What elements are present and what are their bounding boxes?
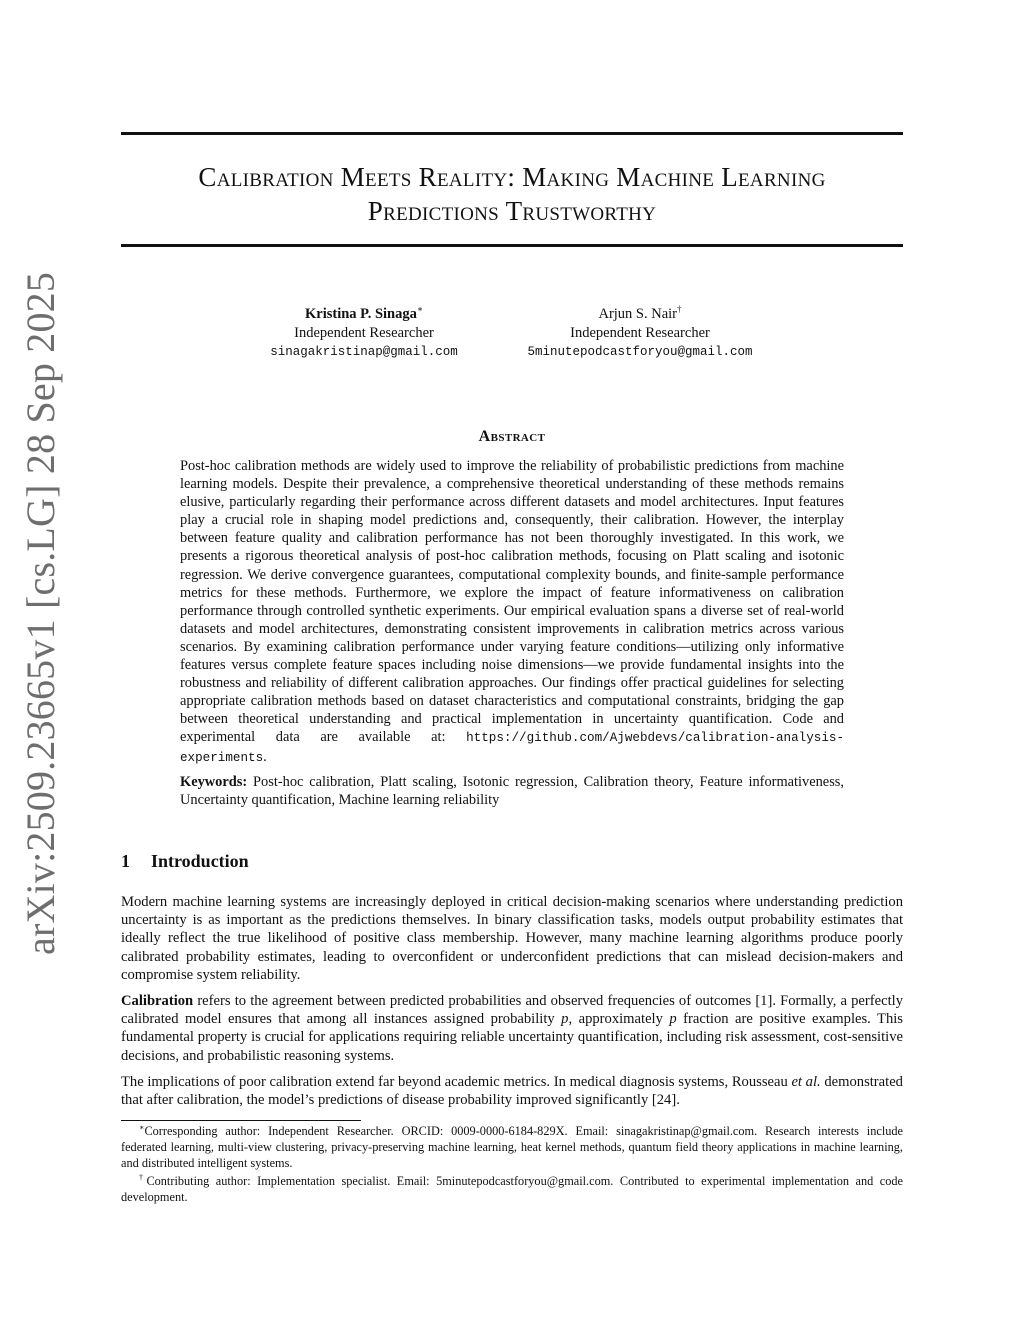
arxiv-identifier: arXiv:2509.23665v1 [cs.LG] 28 Sep 2025: [18, 271, 63, 955]
author-affiliation: Independent Researcher: [294, 325, 434, 341]
paper-title: [121, 160, 903, 228]
title-line-2: Predictions Trustworthy: [367, 196, 657, 226]
author-block-1: [234, 305, 494, 362]
author-email: 5minutepodcastforyou@gmail.com: [527, 345, 753, 359]
intro-paragraph-1: Modern machine learning systems are increasingly deployed in critical decision-making scenarios where understanding prediction uncertainty is as important as the predictions themselves. In binary classification tasks, models output probability estimates that ideally reflect the true likelihood of positive class membership. However, many machine learning algorithms produce poorly calibrated probability estimates, leading to overconfident or underconfident predictions that can mislead decision-makers and compromise system reliability.: [121, 894, 903, 983]
math-var-p: p: [561, 1011, 569, 1028]
calibration-term: Calibration: [121, 993, 194, 1010]
abstract-heading: Abstract: [478, 428, 546, 445]
author-block-2: [510, 305, 770, 362]
abstract-text: Post-hoc calibration methods are widely used to improve the reliability of probabilistic predictions from machine learning models. Despite their prevalence, a comprehensive theoretical understanding of these methods remains elusive, particularly regarding their performance across different datasets and model architectures. Input features play a crucial role in shaping model predictions and, consequently, their calibration. However, the interplay between feature quality and calibration performance has not been thoroughly investigated. In this work, we presents a rigorous theoretical analysis of post-hoc calibration methods, focusing on Platt scaling and isotonic regression. We derive convergence guarantees, computational complexity bounds, and finite-sample performance metrics for these methods. Furthermore, we explore the impact of feature informativeness on calibration performance through controlled synthetic experiments. Our empirical evaluation spans a diverse set of real-world datasets and model architectures, demonstrating consistent improvements in calibration metrics across various scenarios. By examining calibration performance under varying feature conditions—utilizing only informative features versus complete feature spaces including noise dimensions—we provide fundamental insights into the robustness and reliability of different calibration approaches. Our findings offer practical guidelines for selecting appropriate calibration methods based on dataset characteristics and computational constraints, bridging the gap between theoretical understanding and practical implementation in uncertainty quantification. Code and experimental data are available at:: [180, 458, 844, 746]
section-heading-introduction: [121, 851, 249, 872]
intro-p2-text-a: refers to the agreement between predicted probabilities and observed frequencies of outcomes [1]. Formally, a perfectly calibrated model ensures that among all instances assigned probability: [121, 993, 903, 1028]
footnote-rule: [121, 1120, 361, 1121]
footnote-1: [121, 1124, 903, 1171]
author-footnote-mark: ∗: [416, 304, 423, 315]
intro-paragraph-3: [121, 1073, 903, 1109]
intro-p2-text-c: fraction are positive examples. This fundamental property is crucial for applications requiring reliable uncertainty quantification, including risk assessment, cost-sensitive decisions, and probabilistic reasoning systems.: [121, 1011, 903, 1064]
author-email: sinagakristinap@gmail.com: [270, 345, 458, 359]
keywords-text: Post-hoc calibration, Platt scaling, Isotonic regression, Calibration theory, Feature informativeness, Uncertainty quantification, Machine learning reliability: [180, 773, 844, 808]
footnotes: [121, 1124, 903, 1209]
author-name: Arjun S. Nair: [598, 306, 678, 322]
footnote-text: Contributing author: Implementation specialist. Email: 5minutepodcastforyou@gmail.com. Contributed to experimental implementation and code development.: [121, 1174, 904, 1205]
math-var-p: p: [669, 1011, 677, 1028]
code-url-link[interactable]: https://github.com/Ajwebdevs/calibration-analysis-experiments: [180, 731, 844, 765]
footnote-2: [121, 1174, 903, 1206]
keywords-label: Keywords:: [180, 773, 248, 790]
footnote-mark: †: [139, 1173, 147, 1183]
author-footnote-mark: †: [677, 304, 682, 315]
author-name: Kristina P. Sinaga: [305, 306, 417, 322]
intro-paragraph-2: [121, 992, 903, 1065]
title-line-1: Calibration Meets Reality: Making Machine Learning: [198, 162, 826, 192]
author-affiliation: Independent Researcher: [570, 325, 710, 341]
abstract-body: [180, 457, 844, 809]
title-rule-top: [121, 132, 903, 135]
section-title: Introduction: [151, 851, 249, 871]
title-rule-bottom: [121, 244, 903, 247]
abstract-url-period: .: [263, 748, 267, 765]
footnote-mark: ∗: [139, 1122, 145, 1132]
keywords-paragraph: [180, 773, 844, 809]
intro-p2-text-b: , approximately: [568, 1011, 670, 1028]
section-number: 1: [121, 851, 130, 871]
intro-p3-text-a: The implications of poor calibration extend far beyond academic metrics. In medical diagnosis systems, Rousseau: [121, 1073, 792, 1090]
footnote-text: Corresponding author: Independent Researcher. ORCID: 0009-0000-6184-829X. Email: sinagakristinap@gmail.com. Research interests include federated learning, multi-view clustering, privacy-preserving machine learning, heat kernel methods, quantum field theory applications in machine learning, and distributed intelligent systems.: [121, 1124, 903, 1170]
abstract-paragraph: [180, 457, 844, 767]
intro-p3-text-b: demonstrated that after calibration, the model’s predictions of disease probability improved significantly [24].: [121, 1073, 903, 1109]
introduction-body: [121, 893, 903, 1117]
et-al: et al.: [791, 1073, 821, 1090]
